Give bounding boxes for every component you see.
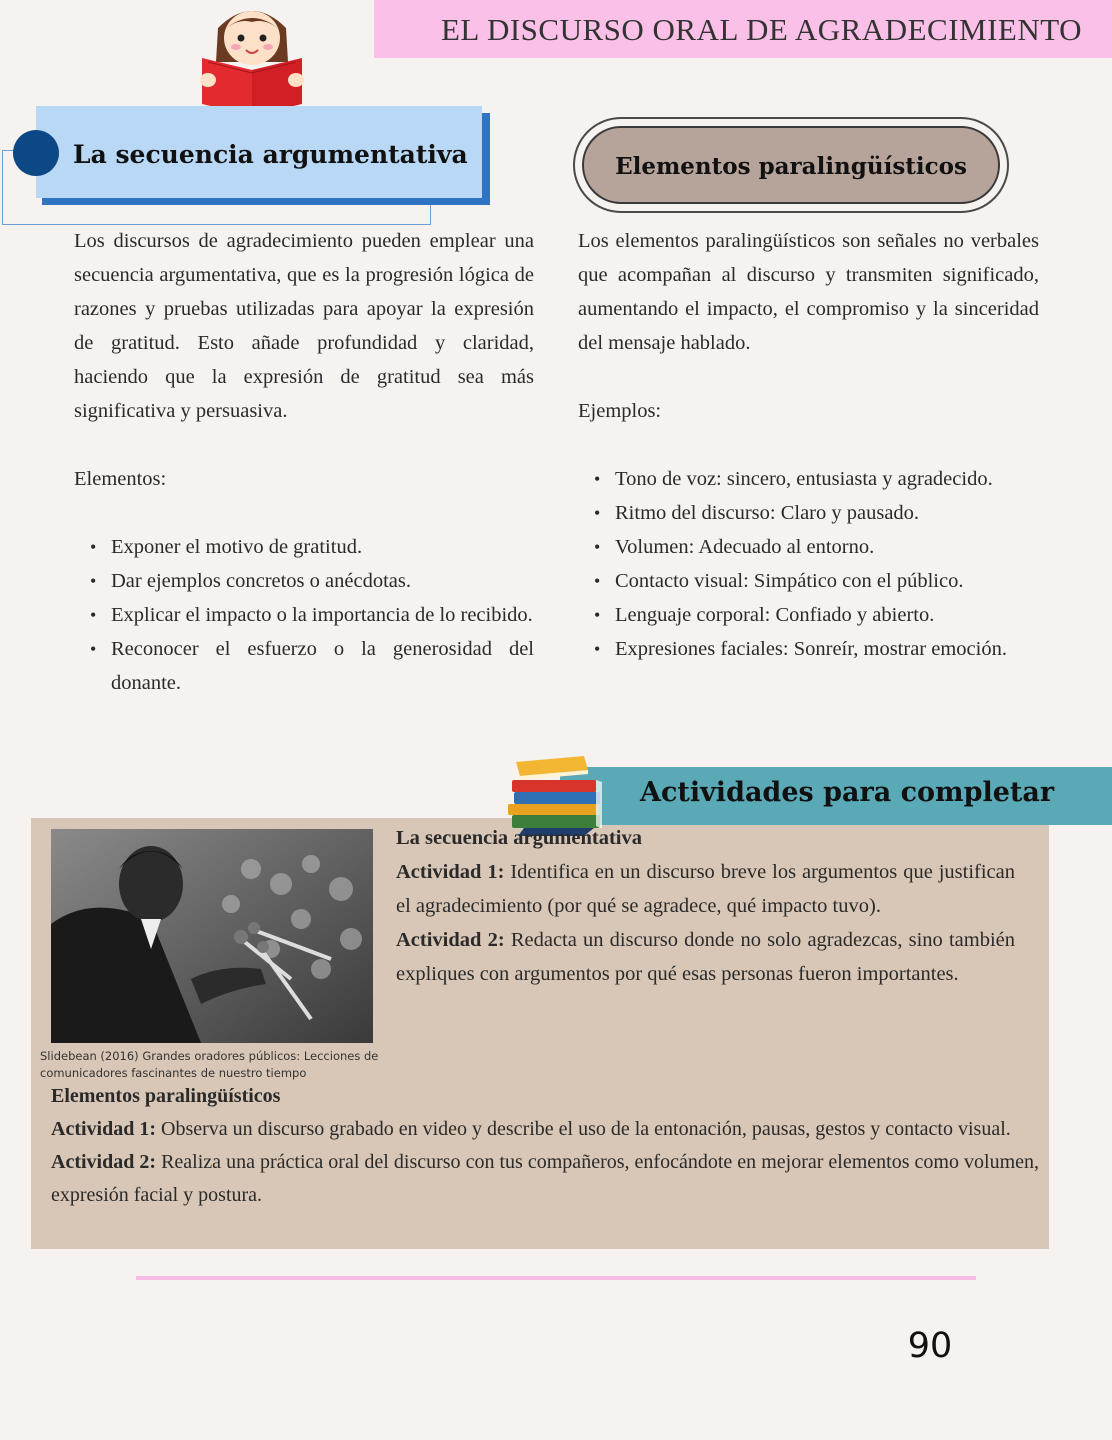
footer-divider [136,1276,976,1280]
list-item: • Tono de voz: sincero, entusiasta y agradecido. [615,462,1039,496]
activities-heading: Actividades para completar [640,777,1055,808]
list-item: • Dar ejemplos concretos o anécdotas. [111,564,534,598]
activity-text: Redacta un discurso donde no solo agradezcas, sino también expliques con argumentos por qué esas personas fueron importantes. [396,929,1016,985]
list-item: • Contacto visual: Simpático con el público. [615,564,1039,598]
heading-pill-inner [582,126,1000,204]
section-heading-paralinguisticos: Elementos paralingüísticos [615,153,967,180]
section-heading-argumentativa: La secuencia argumentativa [73,140,468,169]
activity-label: Actividad 1: [51,1118,156,1140]
list-label: Ejemplos: [578,400,662,422]
examples-list [615,462,1039,666]
activity-text: Observa un discurso grabado en video y describe el uso de la entonación, pausas, gestos y contacto visual. [156,1118,1011,1140]
intro-paragraph: Los elementos paralingüísticos son señales no verbales que acompañan al discurso y transmiten significado, aumentando el impacto, el compromiso y la sinceridad del mensaje hablado. [578,230,1039,354]
activities-section-1 [396,821,1015,991]
activity-1 [51,1113,1039,1146]
activity-label: Actividad 1: [396,861,505,883]
list-item: • Ritmo del discurso: Claro y pausado. [615,496,1039,530]
list-item: • Exponer el motivo de gratitud. [111,530,534,564]
list-item: • Lenguaje corporal: Confiado y abierto. [615,598,1039,632]
list-item: • Expresiones faciales: Sonreír, mostrar emoción. [615,632,1039,666]
subsection-title: La secuencia argumentativa [396,827,642,849]
page-number: 90 [907,1326,953,1366]
page-title: EL DISCURSO ORAL DE AGRADECIMIENTO [440,12,1082,47]
right-column [578,224,1039,666]
list-item: • Explicar el impacto o la importancia de lo recibido. [111,598,534,632]
activity-1 [396,855,1015,923]
activity-2 [396,923,1015,991]
intro-paragraph: Los discursos de agradecimiento pueden emplear una secuencia argumentativa, que es la progresión lógica de razones y pruebas utilizadas para apoyar la expresión de gratitud. Esto añade profundidad y claridad, haciendo que la expresión de gratitud sea más significativa y persuasiva. [74,230,534,422]
activity-text: Identifica en un discurso breve los argumentos que justifican el agradecimiento (por qué se agradece, qué impacto tuvo). [396,861,1015,917]
heading-pill [573,117,1009,213]
girl-reading-icon [196,0,308,118]
list-label: Elementos: [74,468,167,490]
activity-2 [51,1146,1039,1212]
activity-label: Actividad 2: [51,1151,157,1173]
speaker-photo [51,829,373,1043]
list-item: • Reconocer el esfuerzo o la generosidad del donante. [111,632,534,700]
activity-text: Realiza una práctica oral del discurso con tus compañeros, enfocándote en mejorar elementos como volumen, expresión facial y postura. [51,1151,1040,1206]
list-item: • Volumen: Adecuado al entorno. [615,530,1039,564]
subsection-title: Elementos paralingüísticos [51,1085,281,1107]
header-bar [374,0,1112,58]
heading-dot [13,130,59,176]
left-column [74,224,534,700]
activity-label: Actividad 2: [396,929,505,951]
elements-list [111,530,534,700]
activities-heading-bar [560,767,1112,825]
photo-caption: Slidebean (2016) Grandes oradores públicos: Lecciones de comunicadores fascinantes de nuestro tiempo [40,1049,379,1080]
activities-section-2 [51,1080,1039,1212]
